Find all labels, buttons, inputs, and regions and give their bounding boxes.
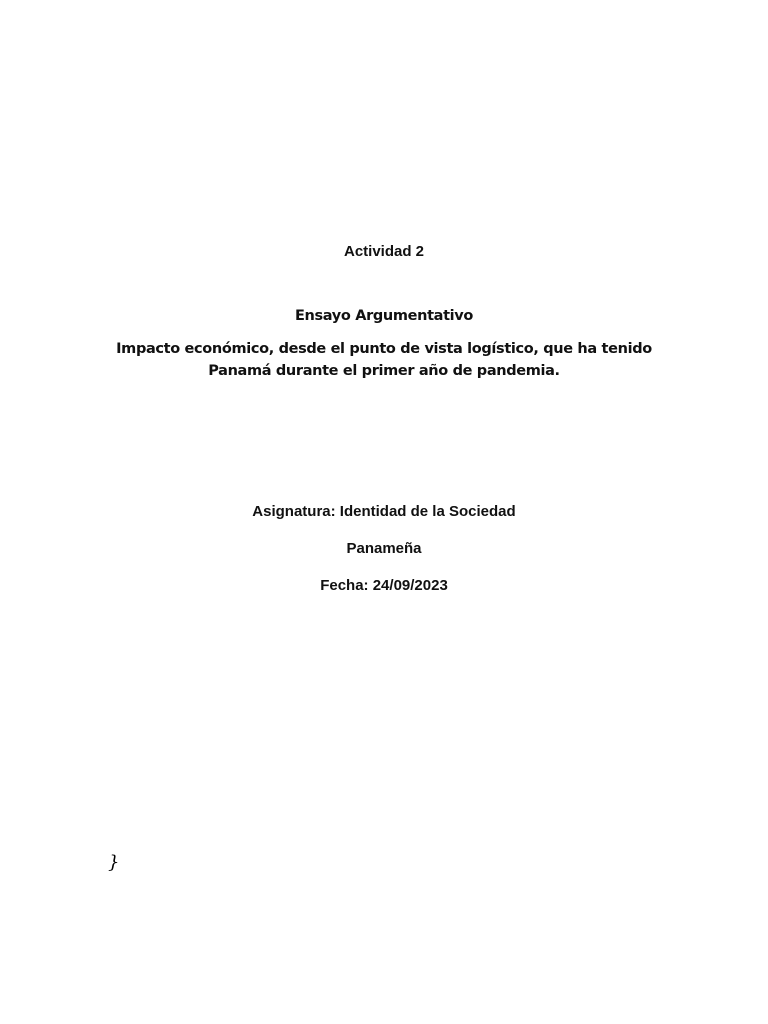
subject-line-1: Asignatura: Identidad de la Sociedad [252,503,516,520]
essay-title-line-1: Impacto económico, desde el punto de vista logístico, que ha tenido [116,341,652,357]
essay-title-line-2: Panamá durante el primer año de pandemia. [208,363,560,379]
activity-label: Actividad 2 [343,243,425,260]
essay-type-heading: Ensayo Argumentativo [294,308,474,324]
date-line: Fecha: 24/09/2023 [320,577,448,594]
subject-line-2: Panameña [346,540,422,557]
stray-brace-mark: } [108,852,120,873]
